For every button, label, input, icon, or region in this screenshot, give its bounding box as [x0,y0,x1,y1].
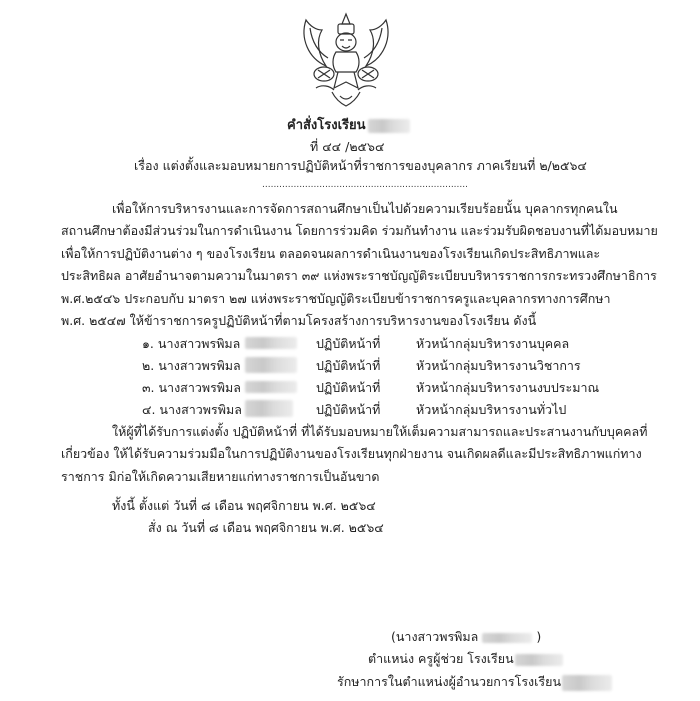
assignment-row [142,356,241,376]
order-title [287,114,410,135]
assignment-name: นางสาวพรพิมล [158,358,241,373]
assignment-role: หัวหน้ากลุ่มบริหารงานงบประมาณ [416,380,600,395]
assignment-row [142,378,241,398]
signature-name-prefix: (นางสาวพรพิมล [391,629,479,644]
redacted-surname [245,337,297,349]
redacted-school-name [562,675,612,691]
redacted-surname [245,400,293,417]
ordered-date: สั่ง ณ วันที่ ๘ เดือน พฤศจิกายน พ.ศ. ๒๕๖๔ [148,520,384,535]
redacted-surname [245,357,297,373]
effective-date: ทั้งนี้ ตั้งแต่ วันที่ ๘ เดือน พฤศจิกายน พ.ศ. ๒๕๖๔ [112,498,376,513]
assignment-number: ๒. [142,358,155,373]
assignment-name: นางสาวพรพิมล [158,380,241,395]
paragraph1-line: พ.ศ.๒๕๔๖ ประกอบกับ มาตรา ๒๗ แห่งพระราชบัญญัติระเบียบข้าราชการครูและบุคลากรทางการศึกษา [61,291,611,306]
signature-name-suffix: ) [536,629,542,644]
assignment-role: หัวหน้ากลุ่มบริหารงานวิชาการ [416,358,581,373]
paragraph1-line: เพื่อให้การบริหารงานและการจัดการสถานศึกษาเป็นไปด้วยความเรียบร้อยนั้น บุคลากรทุกคนใน [112,201,618,216]
assignment-number: ๑. [142,336,154,351]
paragraph1-line: พ.ศ. ๒๕๔๗ ให้ข้าราชการครูปฏิบัติหน้าที่ตามโครงสร้างการบริหารงานของโรงเรียน ดังนี้ [61,313,537,328]
signature-acting-text: รักษาการในตำแหน่งผู้อำนวยการโรงเรียน [337,674,561,689]
redacted-surname [245,381,297,393]
assignment-number: ๓. [142,380,155,395]
paragraph1-line: สถานศึกษาต้องมีส่วนร่วมในการดำเนินงาน โดยการร่วมคิด ร่วมกันทำงาน และร่วมรับผิดชอบงานที่ได้มอบหมาย [61,223,658,238]
assignment-action: ปฏิบัติหน้าที่ [316,402,381,417]
redacted-surname [482,633,532,643]
garuda-emblem-icon [296,8,396,108]
signature-name [391,627,541,647]
paragraph2-line: เกี่ยวข้อง ให้ได้รับความร่วมมือในการปฏิบัติงานของโรงเรียนทุกฝ่ายงาน จนเกิดผลดีและมีประสิทธิภาพแก่ทาง [61,446,642,461]
redacted-school-name [515,654,563,666]
signature-acting [337,672,612,692]
paragraph1-line: ประสิทธิผล อาศัยอำนาจตามความในมาตรา ๓๙ แห่งพระราชบัญญัติระเบียบบริหารราชการกระทรวงศึกษาธิการ [61,268,657,283]
paragraph2-line: ให้ผู้ที่ได้รับการแต่งตั้ง ปฏิบัติหน้าที่ ที่ได้รับมอบหมายให้เต็มความสามารถและประสานงานกับบุคคลที่ [112,424,648,439]
assignment-row [142,400,242,420]
order-title-text: คำสั่งโรงเรียน [287,118,366,133]
paragraph2-line: ราชการ มิก่อให้เกิดความเสียหายแก่ทางราชการเป็นอันขาด [61,469,380,484]
assignment-number: ๔. [142,402,156,417]
order-subject: เรื่อง แต่งตั้งและมอบหมายการปฏิบัติหน้าที่ราชการของบุคลากร ภาคเรียนที่ ๒/๒๕๖๔ [134,158,587,173]
signature-position-text: ตำแหน่ง ครูผู้ช่วย โรงเรียน [368,651,514,666]
paragraph1-line: เพื่อให้การปฏิบัติงานต่าง ๆ ของโรงเรียน ตลอดจนผลการดำเนินงานของโรงเรียนเกิดประสิทธิภาพและ [61,246,601,261]
order-number: ที่ ๔๔ /๒๕๖๔ [310,139,385,154]
assignment-role: หัวหน้ากลุ่มบริหารงานทั่วไป [416,402,567,417]
assignment-role: หัวหน้ากลุ่มบริหารงานบุคคล [416,336,570,351]
redacted-school-name [368,119,410,133]
assignment-action: ปฏิบัติหน้าที่ [316,358,381,373]
assignment-action: ปฏิบัติหน้าที่ [316,380,381,395]
signature-position [368,649,563,669]
assignment-row [142,334,240,354]
header-divider: ........................................................................ [262,180,468,190]
assignment-action: ปฏิบัติหน้าที่ [316,336,381,351]
assignment-name: นางสาวพรพิมล [159,402,242,417]
assignment-name: นางสาวพรพิมล [157,336,241,351]
